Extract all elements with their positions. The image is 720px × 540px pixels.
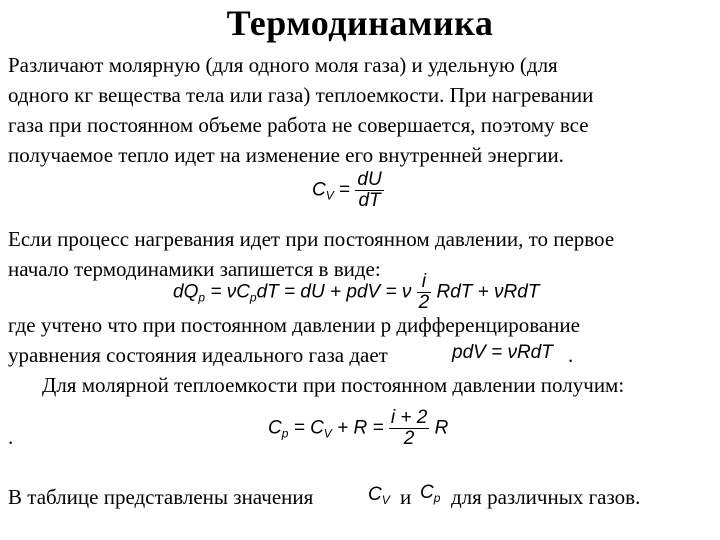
formula-first-law-part-2: = νC [205,281,250,303]
formula-cp-tail: R [434,417,449,439]
paragraph-1-line-4: получаемое тепло идет на изменение его внутренней энергии. [8,143,564,167]
paragraph-3-line-2: уравнения состояния идеального газа дает [8,343,388,367]
last-line-after: для различных газов. [451,485,641,509]
formula-first-law-denominator: 2 [418,292,430,313]
formula-cv-lhs: C [312,179,326,201]
formula-first-law-part-1: dQ [173,281,199,303]
formula-cp-sub-2: V [323,426,332,441]
paragraph-1-line-2: одного кг вещества тела или газа) теплоемкости. При нагревании [8,83,594,107]
paragraph-4: Для молярной теплоемкости при постоянном давлении получим: [42,373,625,397]
symbol-cp-letter: C [420,482,434,503]
paragraph-3-end: . [568,343,574,367]
formula-cp-lhs: C [268,417,282,439]
formula-cp [268,408,448,449]
formula-pdv: pdV = νRdT [452,342,553,363]
formula-first-law [173,272,539,313]
page-title: Термодинамика [226,3,494,43]
formula-cv-eq: = [339,179,351,201]
formula-cv-numerator: dU [357,169,382,190]
paragraph-1-line-3: газа при постоянном объеме работа не совершается, поэтому все [8,113,589,137]
formula-cv-sub: V [325,188,334,203]
paragraph-1-line-1: Различают молярную (для одного моля газа) и удельную (для [8,53,558,77]
formula-cv-denominator: dT [358,190,381,211]
symbol-cp-sub: p [433,491,441,505]
formula-first-law-numerator: i [417,272,432,293]
symbol-cv-letter: C [368,484,382,505]
formula-cp-fraction [389,408,429,449]
formula-first-law-fraction [417,272,432,313]
formula-cp-sub-1: p [281,426,289,441]
symbol-cv-sub: V [381,493,390,507]
formula-cp-denominator: 2 [403,428,415,449]
formula-cv [312,170,384,211]
formula-cp-mid: = C [288,417,324,439]
symbol-cp [420,482,440,505]
formula-first-law-part-3: dT = dU + pdV = ν [256,281,412,303]
stray-dot: . [8,425,14,449]
last-line-before: В таблице представлены значения [8,485,314,509]
formula-cv-fraction [355,170,383,211]
symbol-cv [368,484,390,507]
last-line-and: и [400,485,412,509]
paragraph-2-line-1: Если процесс нагревания идет при постоянном давлении, то первое [8,227,615,251]
formula-first-law-sub-1: p [198,290,206,305]
formula-first-law-part-4: RdT + νRdT [436,281,540,303]
formula-cp-rest: + R = [331,417,384,439]
formula-first-law-sub-2: p [249,290,257,305]
paragraph-2-line-2: начало термодинамики запишется в виде: [8,257,381,281]
formula-cp-numerator: i + 2 [390,407,428,428]
paragraph-3-line-1: где учтено что при постоянном давлении p дифференцирование [8,313,580,337]
